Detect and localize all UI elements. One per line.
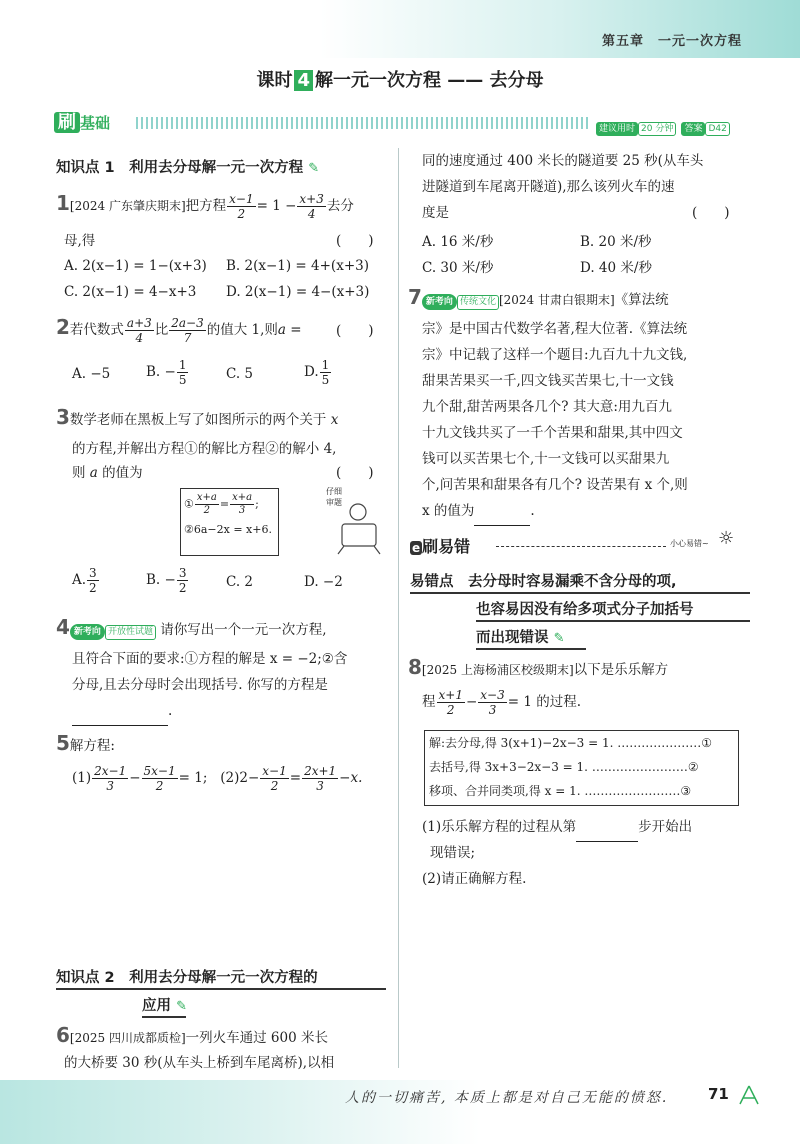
q6-answer-paren: ( ) <box>692 205 730 221</box>
section-hatch <box>136 117 588 129</box>
pencil-icon-2: ✎ <box>176 999 187 1014</box>
q2-frac1 <box>125 316 154 345</box>
solution-step-3: 移项、合并同类项,得 x = 1. ……………………③ <box>429 784 692 798</box>
question-3 <box>56 404 391 434</box>
q3-an: 3 <box>89 566 97 580</box>
q7-end: . <box>530 503 535 519</box>
q7-type: 传统文化 <box>457 295 499 310</box>
eq1-end: ; <box>255 497 259 511</box>
q8-line2 <box>422 688 581 717</box>
q7-source: [2024 甘肃白银期末] <box>498 293 615 307</box>
q6-line1: 一列火车通过 600 米长 <box>185 1030 328 1046</box>
solution-step-2: 去括号,得 3x+3−2x−3 = 1. ……………………② <box>429 760 699 774</box>
board-eq2: ②6a−2x = x+6. <box>184 523 272 536</box>
question-6 <box>56 1022 396 1052</box>
chapter-title: 第五章 一元一次方程 <box>601 34 742 49</box>
eq1-ln: x+a <box>196 492 217 503</box>
q2-stem-a: 若代数式 <box>69 322 124 338</box>
q8-part2: (2)请正确解方程. <box>422 871 527 887</box>
q2-option-d <box>304 358 332 387</box>
q1-option-b: B. 2(x−1) = 4+(x+3) <box>226 258 369 274</box>
q6-source: [2025 四川成都质检] <box>69 1031 186 1045</box>
q4-end: . <box>168 703 173 719</box>
q6-line2: 的大桥要 30 秒(从车头上桥到车尾离桥),以相 <box>64 1055 335 1071</box>
q3-b-frac <box>177 566 189 595</box>
q2-eq: = <box>285 322 302 338</box>
q2-answer-paren: ( ) <box>336 323 374 339</box>
board-eq1: ① $\frac{x+a}{2}$ = $\frac{x+a}{3}$ ; <box>184 492 259 516</box>
lesson-title <box>0 66 800 92</box>
section-meta <box>596 116 730 136</box>
section-name: 基础 <box>80 114 111 132</box>
kp2-underline <box>56 988 386 990</box>
time-value: 20 分钟 <box>638 122 676 136</box>
q5-p1b-n: 5x−1 <box>143 764 176 778</box>
q5-p2b <box>302 764 338 793</box>
q5-p1b-d: 2 <box>155 779 164 793</box>
q6-number: 6 <box>56 1023 70 1047</box>
q2-b-frac <box>177 358 189 387</box>
q3-option-c: C. 2 <box>226 574 254 590</box>
q1-f2-den: 4 <box>307 207 316 221</box>
q1-stem: 把方程 <box>185 198 227 214</box>
q2-f2-num: 2a−3 <box>171 316 204 330</box>
eq1-ld: 2 <box>203 505 211 516</box>
error-underline-3 <box>476 648 586 650</box>
error-underline-2 <box>476 620 750 622</box>
header-band <box>0 0 800 58</box>
pencil-icon: ✎ <box>308 161 320 176</box>
error-point-3: 而出现错误 <box>476 630 549 646</box>
q7-line8: 个,问苦果和甜果各有几个? 设苦果有 x 个,则 <box>422 477 688 493</box>
q7-line6: 十九文钱共买了一千个苦果和甜果,其中四文 <box>422 425 683 441</box>
error-decor-text: 小心易错~ <box>670 539 709 548</box>
q4-line1: 请你写出一个一元一次方程, <box>160 622 327 638</box>
q7-number: 7 <box>408 285 422 309</box>
q6-option-b: B. 20 米/秒 <box>580 234 652 250</box>
q8-frac1 <box>437 688 465 717</box>
eq1-left <box>195 492 219 517</box>
kp2-title2: 应用 <box>142 998 171 1014</box>
q1-stem-c: 去分 <box>326 198 354 214</box>
q2-dd: 5 <box>321 373 330 387</box>
q5-eq1: = 1; <box>178 770 208 786</box>
q1-stem-d: 母,得 <box>64 233 96 249</box>
q7-line2: 宗》是中国古代数学名著,程大位著.《算法统 <box>422 321 688 337</box>
q2-var: a <box>277 322 286 338</box>
q2-f1-num: a+3 <box>126 316 152 330</box>
q3-l3b: a <box>89 465 98 481</box>
q5-p2a-d: 2 <box>270 779 279 793</box>
q1-f1-den: 2 <box>237 207 246 221</box>
q5-number: 5 <box>56 731 70 755</box>
q6-line5: 度是 <box>422 205 449 221</box>
q3-a-frac <box>87 566 99 595</box>
q5-eq2: = <box>289 770 302 786</box>
q5-p1: (1) <box>72 770 92 786</box>
error-title: 刷易错 <box>422 537 471 556</box>
lesson-number: 4 <box>294 70 313 91</box>
error-point-label: 易错点 <box>410 574 454 590</box>
error-point-3-wrap <box>476 626 564 647</box>
q1-answer-paren: ( ) <box>336 233 374 249</box>
q5-p1a-d: 3 <box>106 779 114 793</box>
q3-option-d: D. −2 <box>304 574 343 590</box>
q7-tag: 新考向 <box>422 294 457 310</box>
q8-source: [2025 上海杨浦区校级期末] <box>421 663 574 677</box>
q1-number: 1 <box>56 191 70 215</box>
q4-answer-line <box>72 698 172 726</box>
q3-option-a <box>72 566 100 595</box>
kp2-title-line2 <box>142 994 187 1015</box>
kp1-title: 知识点 1 利用去分母解一元一次方程 <box>56 160 304 176</box>
question-2 <box>56 314 302 345</box>
q2-f1-den: 4 <box>135 331 144 345</box>
q2-option-b <box>146 358 189 387</box>
section-heading <box>54 108 110 134</box>
q7-line1: 《算法统 <box>614 292 669 308</box>
q3-line1: 数学老师在黑板上写了如图所示的两个关于 <box>69 412 327 428</box>
q5-p1b <box>142 764 178 793</box>
q5-stem: 解方程: <box>69 738 115 754</box>
q5-p1a-n: 2x−1 <box>94 764 127 778</box>
solution-step-1: 解:去分母,得 3(x+1)−2x−3 = 1. …………………① <box>429 736 712 750</box>
q3-bd: 2 <box>178 581 187 595</box>
q2-frac2 <box>169 316 205 345</box>
q6-line3: 同的速度通过 400 米长的隧道要 25 秒(从车头 <box>422 153 704 169</box>
q8-l2b: = 1 的过程. <box>507 694 582 710</box>
q4-tag: 新考向 <box>70 624 105 640</box>
q8-number: 8 <box>408 655 422 679</box>
q1-frac1 <box>227 192 255 221</box>
q3-a-label: A. <box>72 572 87 588</box>
q8-f2d: 3 <box>488 703 497 717</box>
q8-op: − <box>465 694 478 710</box>
q2-stem-c: 的值大 1,则 <box>206 322 278 338</box>
q8-p1b: 步开始出 <box>638 819 693 835</box>
q2-bn: 1 <box>178 358 187 372</box>
q2-f2-den: 7 <box>183 331 192 345</box>
q4-type: 开放性试题 <box>105 625 156 640</box>
eq1-right <box>230 492 254 517</box>
q3-ad: 2 <box>89 581 97 595</box>
q5-op1: − <box>129 770 141 786</box>
q3-option-b <box>146 566 189 595</box>
q8-part1 <box>422 814 692 842</box>
q2-dn: 1 <box>321 358 330 372</box>
q5-p2a <box>260 764 288 793</box>
q5-end2: −x. <box>339 770 363 786</box>
q1-f1-num: x−1 <box>229 192 254 206</box>
q3-line2: 的方程,并解出方程①的解比方程②的解小 4, <box>72 441 337 457</box>
brush-mark: 刷 <box>54 112 80 133</box>
q1-f2-num: x+3 <box>299 192 324 206</box>
footer-motto: 人的一切痛苦, 本质上都是对自己无能的愤怒. <box>345 1090 669 1106</box>
knowledge-point-1 <box>56 156 319 177</box>
q8-p1c: 现错误; <box>430 845 476 861</box>
q8-f1d: 2 <box>446 703 455 717</box>
q8-frac2 <box>478 688 506 717</box>
q7-line7: 钱可以买苦果七个,十一文钱可以买甜果九 <box>422 451 670 467</box>
question-7 <box>408 284 758 314</box>
q6-option-a: A. 16 米/秒 <box>422 234 494 250</box>
q2-d-label: D. <box>304 364 319 380</box>
kp2-title-line1: 知识点 2 利用去分母解一元一次方程的 <box>56 970 318 986</box>
q8-f2n: x−3 <box>480 688 505 702</box>
q5-p2b-d: 3 <box>316 779 324 793</box>
q2-option-c: C. 5 <box>226 366 254 382</box>
kp2-underline-2 <box>142 1016 186 1018</box>
q4-number: 4 <box>56 615 70 639</box>
error-point <box>410 570 677 591</box>
q8-line1: 以下是乐乐解方 <box>573 662 669 678</box>
error-e-icon: e <box>412 541 421 555</box>
q3-number: 3 <box>56 405 70 429</box>
q8-f1n: x+1 <box>438 688 463 702</box>
q2-d-frac <box>320 358 332 387</box>
reading-figure-icon <box>336 498 386 556</box>
q4-line2: 且符合下面的要求:①方程的解是 x = −2;②含 <box>72 651 348 667</box>
blackboard-box <box>180 488 279 556</box>
q3-var: x <box>330 412 339 428</box>
q3-answer-paren: ( ) <box>336 465 374 481</box>
error-point-2: 也容易因没有给多项式分子加括号 <box>476 602 694 618</box>
q7-line5: 九个甜,甜苦两果各几个? 其大意:用九百九 <box>422 399 672 415</box>
q7-line9 <box>422 498 535 526</box>
answer-label: 答案 <box>681 122 705 136</box>
error-dash-line <box>496 546 666 547</box>
pencil-icon-3: ✎ <box>553 631 565 646</box>
q6-option-d: D. 40 米/秒 <box>580 260 652 276</box>
lesson-prefix: 课时 <box>256 70 293 91</box>
q2-bd: 5 <box>178 373 187 387</box>
q1-option-a: A. 2(x−1) = 1−(x+3) <box>64 258 207 274</box>
question-1 <box>56 190 391 221</box>
q5-p2a-n: x−1 <box>262 764 287 778</box>
question-5 <box>56 730 115 760</box>
q3-l3a: 则 <box>72 465 86 481</box>
error-point-1: 去分母时容易漏乘不含分母的项, <box>468 574 677 590</box>
q8-l2a: 程 <box>422 694 436 710</box>
q3-line3 <box>72 460 143 487</box>
q1-stem-b: = 1 − <box>256 198 297 214</box>
column-divider <box>398 148 399 1068</box>
q2-b-sign: B. − <box>146 364 176 380</box>
q5-p1a <box>92 764 128 793</box>
eq1-mark: ① <box>184 497 194 511</box>
eq1-rd: 3 <box>238 505 246 516</box>
question-4 <box>56 614 396 644</box>
solution-box <box>424 730 739 806</box>
page-number: 71 <box>708 1085 729 1103</box>
eq1-rn: x+a <box>232 492 253 503</box>
q6-line4: 进隧道到车尾离开隧道),那么该列火车的速 <box>422 179 675 195</box>
q4-line3: 分母,且去分母时会出现括号. 你写的方程是 <box>72 677 328 693</box>
q5-p2b-n: 2x+1 <box>304 764 337 778</box>
q7-line3: 宗》中记载了这样一个题目:九百九十九文钱, <box>422 347 688 363</box>
q5-parts <box>72 764 362 793</box>
q3-bn: 3 <box>178 566 187 580</box>
q8-p1a: (1)乐乐解方程的过程从第 <box>422 819 577 835</box>
q6-option-c: C. 30 米/秒 <box>422 260 494 276</box>
q1-source: [2024 广东肇庆期末] <box>69 199 186 213</box>
answer-page: D42 <box>705 122 729 136</box>
question-8 <box>408 654 758 684</box>
q5-p2: (2)2− <box>220 770 260 786</box>
q3-b-label: B. − <box>146 572 176 588</box>
q7-l9: x 的值为 <box>422 503 475 519</box>
error-section-title <box>410 534 470 557</box>
q1-option-c: C. 2(x−1) = 4−x+3 <box>64 284 197 300</box>
q2-number: 2 <box>56 315 70 339</box>
time-label: 建议用时 <box>596 122 638 136</box>
q1-option-d: D. 2(x−1) = 4−(x+3) <box>226 284 370 300</box>
lesson-name: 解一元一次方程 —— 去分母 <box>314 70 544 91</box>
sun-icon: ☼ <box>718 528 735 549</box>
q3-side-note: 仔细审题 <box>326 487 342 507</box>
q1-frac2 <box>297 192 325 221</box>
q7-line4: 甜果苦果买一千,四文钱买苦果七,十一文钱 <box>422 373 674 389</box>
compass-icon <box>736 1084 762 1106</box>
q2-stem-b: 比 <box>154 322 169 338</box>
error-underline-1 <box>410 592 750 594</box>
q3-l3c: 的值为 <box>102 465 143 481</box>
q2-option-a: A. −5 <box>72 366 111 382</box>
